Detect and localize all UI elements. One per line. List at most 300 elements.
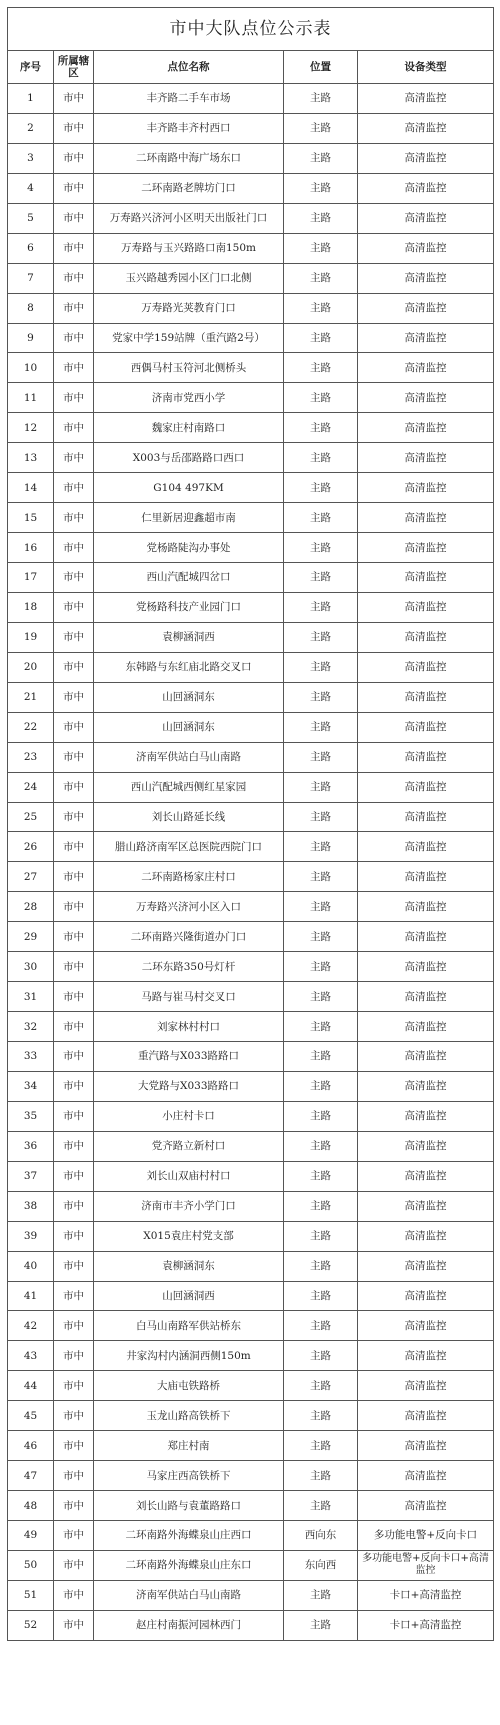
table-row [8,1610,494,1640]
row-device-type: 高清监控 [358,173,494,203]
row-device-type: 高清监控 [358,1191,494,1221]
table-row [8,1371,494,1401]
table-row [8,563,494,593]
table-row [8,952,494,982]
row-district: 市中 [54,1101,94,1131]
table-row [8,113,494,143]
row-device-type: 高清监控 [358,563,494,593]
row-index: 26 [8,832,54,862]
row-index: 42 [8,1311,54,1341]
row-location-name: 东韩路与东红庙北路交叉口 [94,652,284,682]
row-position: 主路 [284,1491,358,1521]
header-index: 序号 [8,51,54,84]
row-position: 主路 [284,353,358,383]
row-location-name: 万寿路兴济河小区明天出版社门口 [94,203,284,233]
table-row [8,84,494,114]
row-location-name: 小庄村卡口 [94,1101,284,1131]
row-position: 主路 [284,203,358,233]
row-position: 主路 [284,772,358,802]
row-position: 主路 [284,1610,358,1640]
table-row [8,353,494,383]
row-index: 23 [8,742,54,772]
row-location-name: 山回涵洞东 [94,712,284,742]
row-location-name: 丰齐路二手车市场 [94,84,284,114]
table-row [8,173,494,203]
row-device-type: 高清监控 [358,1161,494,1191]
row-location-name: 郑庄村南 [94,1431,284,1461]
table-row [8,1401,494,1431]
row-location-name: 玉龙山路高铁桥下 [94,1401,284,1431]
table-row [8,413,494,443]
row-district: 市中 [54,1521,94,1551]
row-location-name: 腊山路济南军区总医院西院门口 [94,832,284,862]
row-location-name: 二环南路兴隆街道办门口 [94,922,284,952]
row-position: 主路 [284,742,358,772]
table-row [8,1221,494,1251]
table-row [8,892,494,922]
row-district: 市中 [54,323,94,353]
row-district: 市中 [54,712,94,742]
row-district: 市中 [54,982,94,1012]
row-location-name: 党杨路陡沟办事处 [94,533,284,563]
row-index: 4 [8,173,54,203]
table-row [8,1341,494,1371]
row-district: 市中 [54,173,94,203]
row-position: 主路 [284,1461,358,1491]
row-location-name: 二环南路杨家庄村口 [94,862,284,892]
row-position: 主路 [284,862,358,892]
row-location-name: 二环南路外海蝶泉山庄西口 [94,1521,284,1551]
row-location-name: 玉兴路越秀园小区门口北侧 [94,263,284,293]
row-position: 主路 [284,293,358,323]
row-device-type: 高清监控 [358,862,494,892]
row-index: 44 [8,1371,54,1401]
row-device-type: 高清监控 [358,952,494,982]
row-location-name: 二环南路中海广场东口 [94,143,284,173]
row-index: 2 [8,113,54,143]
table-title: 市中大队点位公示表 [8,8,494,51]
row-location-name: 万寿路光荚教育门口 [94,293,284,323]
row-district: 市中 [54,563,94,593]
table-row [8,802,494,832]
row-district: 市中 [54,443,94,473]
row-device-type: 高清监控 [358,293,494,323]
row-device-type: 高清监控 [358,892,494,922]
row-position: 东向西 [284,1550,358,1580]
row-location-name: 西偶马村玉符河北侧桥头 [94,353,284,383]
table-row [8,832,494,862]
row-position: 主路 [284,1042,358,1072]
row-device-type: 高清监控 [358,802,494,832]
table-row [8,592,494,622]
row-index: 24 [8,772,54,802]
row-index: 51 [8,1580,54,1610]
row-district: 市中 [54,413,94,443]
row-index: 40 [8,1251,54,1281]
row-position: 主路 [284,802,358,832]
row-location-name: G104 497KM [94,473,284,503]
row-index: 52 [8,1610,54,1640]
row-position: 主路 [284,622,358,652]
row-location-name: 丰齐路丰齐村西口 [94,113,284,143]
table-row [8,1251,494,1281]
row-district: 市中 [54,1042,94,1072]
row-device-type: 高清监控 [358,353,494,383]
row-location-name: 袁柳涵洞西 [94,622,284,652]
row-district: 市中 [54,383,94,413]
row-position: 主路 [284,413,358,443]
table-row [8,263,494,293]
header-row [8,51,494,84]
row-position: 主路 [284,323,358,353]
row-district: 市中 [54,862,94,892]
row-location-name: X003与岳邵路路口西口 [94,443,284,473]
row-district: 市中 [54,1371,94,1401]
table-row [8,1281,494,1311]
row-district: 市中 [54,84,94,114]
row-position: 主路 [284,1191,358,1221]
table-row [8,443,494,473]
row-index: 39 [8,1221,54,1251]
row-device-type: 高清监控 [358,383,494,413]
row-district: 市中 [54,622,94,652]
row-device-type: 高清监控 [358,1491,494,1521]
row-index: 30 [8,952,54,982]
row-device-type: 高清监控 [358,772,494,802]
row-district: 市中 [54,473,94,503]
row-index: 32 [8,1012,54,1042]
row-device-type: 高清监控 [358,712,494,742]
row-position: 主路 [284,233,358,263]
row-device-type: 高清监控 [358,443,494,473]
table-row [8,1521,494,1551]
row-district: 市中 [54,533,94,563]
row-location-name: 仁里新居迎鑫超市南 [94,503,284,533]
row-index: 45 [8,1401,54,1431]
row-index: 31 [8,982,54,1012]
row-position: 主路 [284,533,358,563]
table-row [8,1042,494,1072]
row-position: 主路 [284,563,358,593]
row-device-type: 高清监控 [358,922,494,952]
row-index: 50 [8,1550,54,1580]
row-district: 市中 [54,892,94,922]
row-district: 市中 [54,682,94,712]
table-row [8,203,494,233]
row-index: 5 [8,203,54,233]
row-location-name: 刘长山路与袁董路路口 [94,1491,284,1521]
row-location-name: 万寿路兴济河小区入口 [94,892,284,922]
row-position: 主路 [284,682,358,712]
row-location-name: 党杨路科技产业园门口 [94,592,284,622]
row-district: 市中 [54,1221,94,1251]
row-district: 市中 [54,263,94,293]
table-row [8,233,494,263]
row-position: 主路 [284,832,358,862]
row-position: 主路 [284,1251,358,1281]
row-location-name: 党家中学159站牌（重汽路2号） [94,323,284,353]
row-index: 29 [8,922,54,952]
notice-table [7,7,494,1641]
table-row [8,652,494,682]
row-position: 主路 [284,1580,358,1610]
row-index: 38 [8,1191,54,1221]
row-device-type: 高清监控 [358,84,494,114]
row-device-type: 高清监控 [358,1461,494,1491]
row-index: 35 [8,1101,54,1131]
row-location-name: 山回涵洞西 [94,1281,284,1311]
row-location-name: 井家沟村内涵洞西侧150m [94,1341,284,1371]
row-device-type: 多功能电警+反向卡口 [358,1521,494,1551]
row-position: 主路 [284,1311,358,1341]
row-device-type: 高清监控 [358,1311,494,1341]
table-row [8,712,494,742]
row-position: 主路 [284,1101,358,1131]
row-index: 16 [8,533,54,563]
row-device-type: 卡口+高清监控 [358,1580,494,1610]
row-district: 市中 [54,1580,94,1610]
table-row [8,1131,494,1161]
row-district: 市中 [54,233,94,263]
row-district: 市中 [54,802,94,832]
row-index: 6 [8,233,54,263]
row-position: 主路 [284,503,358,533]
row-index: 37 [8,1161,54,1191]
table-row [8,533,494,563]
row-position: 主路 [284,84,358,114]
row-index: 3 [8,143,54,173]
row-location-name: 魏家庄村南路口 [94,413,284,443]
row-district: 市中 [54,143,94,173]
row-district: 市中 [54,952,94,982]
row-district: 市中 [54,503,94,533]
table-row [8,323,494,353]
header-device-type: 设备类型 [358,51,494,84]
row-index: 18 [8,592,54,622]
row-device-type: 高清监控 [358,1042,494,1072]
row-device-type: 多功能电警+反向卡口+高清监控 [358,1550,494,1580]
row-device-type: 高清监控 [358,1341,494,1371]
row-position: 西向东 [284,1521,358,1551]
notice-sheet [7,7,493,1641]
row-position: 主路 [284,892,358,922]
row-index: 28 [8,892,54,922]
row-index: 7 [8,263,54,293]
row-position: 主路 [284,1071,358,1101]
table-row [8,293,494,323]
row-position: 主路 [284,982,358,1012]
row-position: 主路 [284,1131,358,1161]
row-index: 1 [8,84,54,114]
row-location-name: X015袁庄村党支部 [94,1221,284,1251]
row-device-type: 高清监控 [358,682,494,712]
row-location-name: 袁柳涵洞东 [94,1251,284,1281]
row-location-name: 刘长山双庙村村口 [94,1161,284,1191]
row-index: 43 [8,1341,54,1371]
row-position: 主路 [284,1012,358,1042]
row-index: 11 [8,383,54,413]
row-location-name: 二环南路外海蝶泉山庄东口 [94,1550,284,1580]
row-index: 41 [8,1281,54,1311]
table-row [8,1550,494,1580]
row-district: 市中 [54,1431,94,1461]
table-row [8,1580,494,1610]
table-row [8,1431,494,1461]
table-row [8,772,494,802]
row-position: 主路 [284,1161,358,1191]
row-index: 21 [8,682,54,712]
row-index: 49 [8,1521,54,1551]
row-location-name: 西山汽配城西侧红星家园 [94,772,284,802]
row-device-type: 高清监控 [358,1071,494,1101]
row-device-type: 卡口+高清监控 [358,1610,494,1640]
row-district: 市中 [54,1311,94,1341]
row-district: 市中 [54,592,94,622]
row-position: 主路 [284,1401,358,1431]
row-position: 主路 [284,443,358,473]
row-location-name: 二环东路350号灯杆 [94,952,284,982]
row-index: 13 [8,443,54,473]
row-position: 主路 [284,1281,358,1311]
table-row [8,503,494,533]
row-index: 48 [8,1491,54,1521]
row-location-name: 济南市丰齐小学门口 [94,1191,284,1221]
row-device-type: 高清监控 [358,1131,494,1161]
row-location-name: 白马山南路军供站桥东 [94,1311,284,1341]
row-device-type: 高清监控 [358,1101,494,1131]
row-location-name: 大庙屯铁路桥 [94,1371,284,1401]
row-location-name: 济南军供站白马山南路 [94,1580,284,1610]
row-device-type: 高清监控 [358,742,494,772]
row-district: 市中 [54,1461,94,1491]
table-row [8,742,494,772]
table-row [8,922,494,952]
row-district: 市中 [54,922,94,952]
row-index: 19 [8,622,54,652]
row-position: 主路 [284,1371,358,1401]
table-row [8,473,494,503]
table-row [8,1311,494,1341]
row-location-name: 刘长山路延长线 [94,802,284,832]
row-index: 8 [8,293,54,323]
row-position: 主路 [284,383,358,413]
row-location-name: 马路与崔马村交叉口 [94,982,284,1012]
table-row [8,1071,494,1101]
row-district: 市中 [54,1610,94,1640]
table-row [8,682,494,712]
table-row [8,143,494,173]
row-location-name: 西山汽配城四岔口 [94,563,284,593]
row-district: 市中 [54,1161,94,1191]
row-district: 市中 [54,832,94,862]
header-location-name: 点位名称 [94,51,284,84]
row-device-type: 高清监控 [358,203,494,233]
row-district: 市中 [54,1491,94,1521]
row-index: 46 [8,1431,54,1461]
row-district: 市中 [54,1071,94,1101]
row-district: 市中 [54,1341,94,1371]
row-device-type: 高清监控 [358,982,494,1012]
row-position: 主路 [284,143,358,173]
row-device-type: 高清监控 [358,1221,494,1251]
row-device-type: 高清监控 [358,1251,494,1281]
table-row [8,622,494,652]
row-device-type: 高清监控 [358,503,494,533]
row-index: 9 [8,323,54,353]
row-position: 主路 [284,712,358,742]
row-location-name: 济南市党西小学 [94,383,284,413]
table-row [8,1491,494,1521]
row-position: 主路 [284,1341,358,1371]
row-index: 47 [8,1461,54,1491]
row-device-type: 高清监控 [358,263,494,293]
row-device-type: 高清监控 [358,622,494,652]
row-district: 市中 [54,1281,94,1311]
row-location-name: 党齐路立新村口 [94,1131,284,1161]
row-location-name: 赵庄村南振河园林西门 [94,1610,284,1640]
row-location-name: 济南军供站白马山南路 [94,742,284,772]
row-device-type: 高清监控 [358,1012,494,1042]
row-device-type: 高清监控 [358,413,494,443]
row-position: 主路 [284,592,358,622]
row-position: 主路 [284,113,358,143]
table-row [8,1012,494,1042]
table-row [8,383,494,413]
row-index: 15 [8,503,54,533]
row-location-name: 大党路与X033路路口 [94,1071,284,1101]
table-row [8,1461,494,1491]
row-index: 25 [8,802,54,832]
row-index: 20 [8,652,54,682]
row-index: 22 [8,712,54,742]
row-district: 市中 [54,1191,94,1221]
row-index: 34 [8,1071,54,1101]
table-row [8,1101,494,1131]
row-location-name: 山回涵洞东 [94,682,284,712]
header-district: 所属辖区 [54,51,94,84]
row-district: 市中 [54,1401,94,1431]
row-device-type: 高清监控 [358,533,494,563]
row-district: 市中 [54,1550,94,1580]
row-index: 27 [8,862,54,892]
row-device-type: 高清监控 [358,1431,494,1461]
row-index: 12 [8,413,54,443]
row-device-type: 高清监控 [358,1281,494,1311]
row-index: 17 [8,563,54,593]
row-device-type: 高清监控 [358,143,494,173]
row-district: 市中 [54,1012,94,1042]
row-district: 市中 [54,353,94,383]
row-location-name: 重汽路与X033路路口 [94,1042,284,1072]
row-position: 主路 [284,922,358,952]
table-row [8,1161,494,1191]
table-row [8,982,494,1012]
table-body [8,84,494,1641]
row-position: 主路 [284,1431,358,1461]
row-device-type: 高清监控 [358,652,494,682]
row-location-name: 刘家林村村口 [94,1012,284,1042]
row-device-type: 高清监控 [358,1401,494,1431]
row-index: 36 [8,1131,54,1161]
row-district: 市中 [54,293,94,323]
row-position: 主路 [284,263,358,293]
row-device-type: 高清监控 [358,233,494,263]
row-index: 10 [8,353,54,383]
row-position: 主路 [284,1221,358,1251]
row-position: 主路 [284,952,358,982]
table-row [8,862,494,892]
row-position: 主路 [284,473,358,503]
